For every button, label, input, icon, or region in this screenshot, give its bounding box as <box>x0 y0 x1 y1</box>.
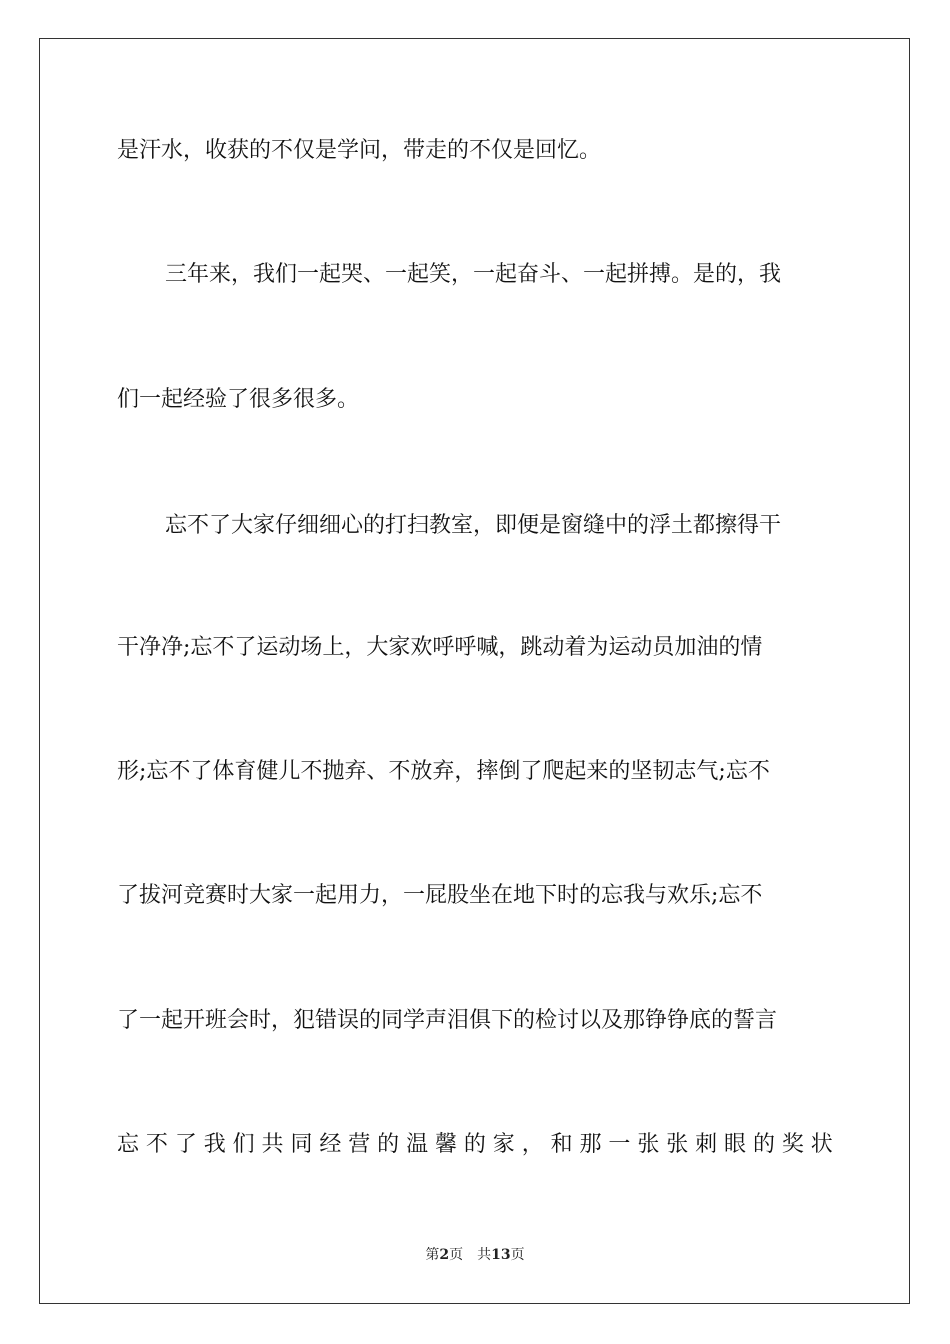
text-char: 状 <box>810 1132 833 1157</box>
footer-page-number: 2 <box>439 1247 450 1263</box>
text-char: 家 <box>492 1132 515 1157</box>
text-line: 是汗水，收获的不仅是学问，带走的不仅是回忆。 <box>117 138 602 163</box>
page-border <box>39 38 910 1304</box>
footer-total-prefix: 共 <box>477 1247 492 1263</box>
text-char: 刺 <box>695 1132 718 1157</box>
text-char: 那 <box>579 1132 602 1157</box>
text-line: 们一起经验了很多很多。 <box>117 387 360 412</box>
text-char: 一 <box>608 1132 631 1157</box>
paragraph-start-line: 忘不了大家仔细细心的打扫教室，即便是窗缝中的浮土都擦得干 <box>165 513 782 538</box>
text-char: 的 <box>752 1132 775 1157</box>
text-char: 经 <box>319 1132 342 1157</box>
paragraph-start-line: 三年来，我们一起哭、一起笑，一起奋斗、一起拼搏。是的，我 <box>165 262 782 287</box>
footer-page-suffix: 页 <box>449 1247 464 1263</box>
text-char: 同 <box>290 1132 313 1157</box>
text-char: 温 <box>406 1132 429 1157</box>
text-char: 眼 <box>724 1132 747 1157</box>
footer-total-number: 13 <box>491 1247 511 1263</box>
justified-text-line <box>117 1130 833 1160</box>
text-line: 干净净;忘不了运动场上，大家欢呼呼喊，跳动着为运动员加油的情 <box>117 635 763 660</box>
text-char: 不 <box>145 1132 168 1157</box>
text-char: 奖 <box>781 1132 804 1157</box>
text-char: 我 <box>203 1132 226 1157</box>
text-char: 馨 <box>434 1132 457 1157</box>
text-char: 了 <box>174 1132 197 1157</box>
text-char: 张 <box>666 1132 689 1157</box>
text-char: 和 <box>550 1132 573 1157</box>
text-char: 的 <box>377 1132 400 1157</box>
text-char: 共 <box>261 1132 284 1157</box>
text-char: 营 <box>348 1132 371 1157</box>
text-line: 形;忘不了体育健儿不抛弃、不放弃，摔倒了爬起来的坚韧志气;忘不 <box>117 759 770 784</box>
page-footer <box>0 1246 950 1264</box>
text-char: 张 <box>637 1132 660 1157</box>
footer-total-suffix: 页 <box>510 1247 525 1263</box>
footer-page-prefix: 第 <box>425 1247 440 1263</box>
text-char: 们 <box>232 1132 255 1157</box>
text-line: 了一起开班会时，犯错误的同学声泪俱下的检讨以及那铮铮底的誓言 <box>117 1008 778 1033</box>
text-char: ， <box>521 1132 544 1157</box>
text-char: 忘 <box>117 1132 140 1157</box>
text-line: 了拔河竞赛时大家一起用力，一屁股坐在地下时的忘我与欢乐;忘不 <box>117 883 763 908</box>
text-char: 的 <box>463 1132 486 1157</box>
